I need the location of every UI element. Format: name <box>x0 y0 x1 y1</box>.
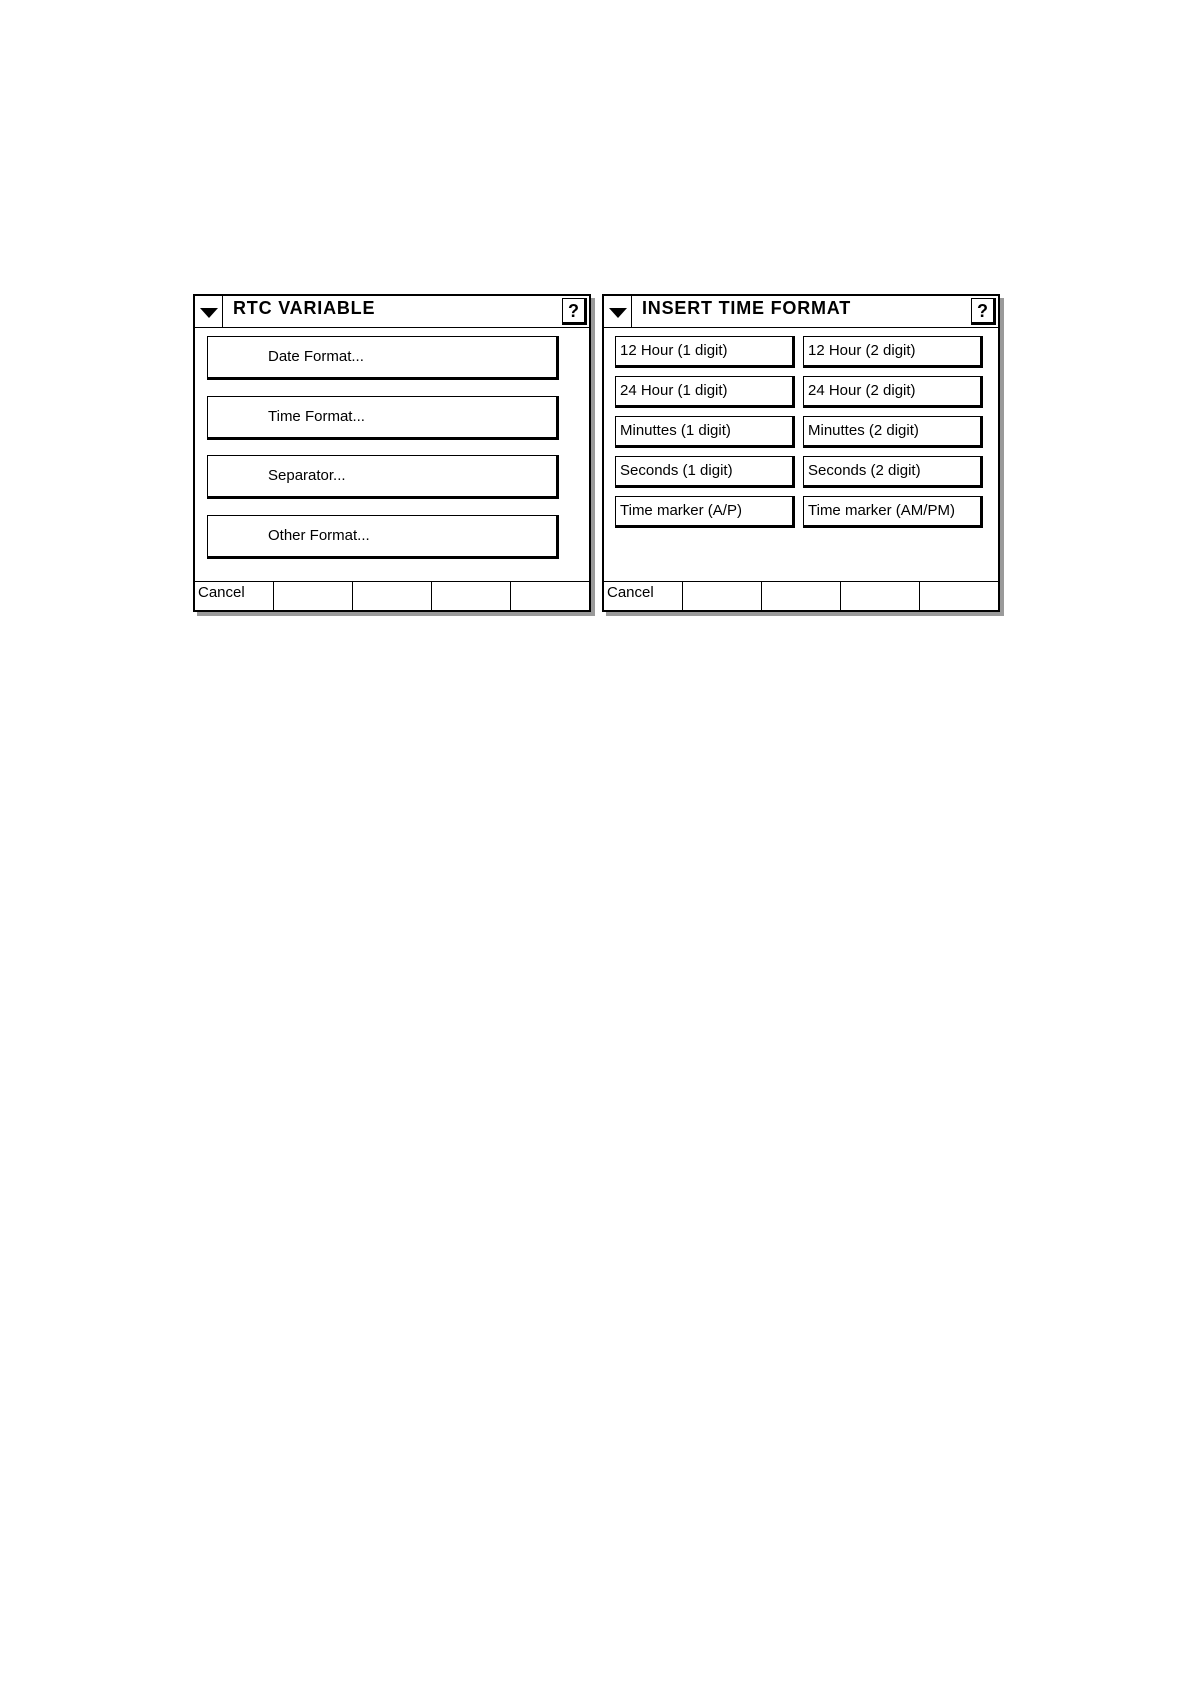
rtc-variable-titlebar <box>195 296 589 328</box>
softkey-3[interactable] <box>353 582 432 610</box>
softkey-4[interactable] <box>432 582 511 610</box>
insert-time-format-dialog <box>602 294 1000 612</box>
24-hour-1-digit-button[interactable]: 24 Hour (1 digit) <box>615 376 795 408</box>
menu-dropdown-button[interactable] <box>604 296 632 327</box>
button-label: Separator... <box>268 467 346 484</box>
12-hour-2-digit-button[interactable]: 12 Hour (2 digit) <box>803 336 983 368</box>
softkey-2[interactable] <box>274 582 353 610</box>
button-label: Time Format... <box>268 408 365 425</box>
button-label: Date Format... <box>268 348 364 365</box>
time-marker-ampm-button[interactable]: Time marker (AM/PM) <box>803 496 983 528</box>
separator-button[interactable] <box>207 455 559 499</box>
time-format-button[interactable] <box>207 396 559 440</box>
seconds-1-digit-button[interactable]: Seconds (1 digit) <box>615 456 795 488</box>
softkey-2[interactable] <box>683 582 762 610</box>
softkey-cancel[interactable]: Cancel <box>195 582 274 610</box>
date-format-button[interactable] <box>207 336 559 380</box>
softkey-cancel[interactable]: Cancel <box>604 582 683 610</box>
softkey-bar <box>195 581 589 610</box>
24-hour-2-digit-button[interactable]: 24 Hour (2 digit) <box>803 376 983 408</box>
12-hour-1-digit-button[interactable]: 12 Hour (1 digit) <box>615 336 795 368</box>
dialog-title: INSERT TIME FORMAT <box>642 298 852 318</box>
softkey-5[interactable] <box>511 582 589 610</box>
button-label: Other Format... <box>268 527 370 544</box>
softkey-3[interactable] <box>762 582 841 610</box>
dialog-title: RTC VARIABLE <box>233 298 376 318</box>
time-marker-ap-button[interactable]: Time marker (A/P) <box>615 496 795 528</box>
softkey-4[interactable] <box>841 582 920 610</box>
triangle-down-icon <box>609 308 627 318</box>
minutes-2-digit-button[interactable]: Minuttes (2 digit) <box>803 416 983 448</box>
help-button[interactable]: ? <box>971 298 996 325</box>
other-format-button[interactable] <box>207 515 559 559</box>
help-button[interactable]: ? <box>562 298 587 325</box>
menu-dropdown-button[interactable] <box>195 296 223 327</box>
minutes-1-digit-button[interactable]: Minuttes (1 digit) <box>615 416 795 448</box>
softkey-5[interactable] <box>920 582 998 610</box>
seconds-2-digit-button[interactable]: Seconds (2 digit) <box>803 456 983 488</box>
triangle-down-icon <box>200 308 218 318</box>
insert-time-format-titlebar <box>604 296 998 328</box>
rtc-variable-dialog <box>193 294 591 612</box>
softkey-bar <box>604 581 998 610</box>
